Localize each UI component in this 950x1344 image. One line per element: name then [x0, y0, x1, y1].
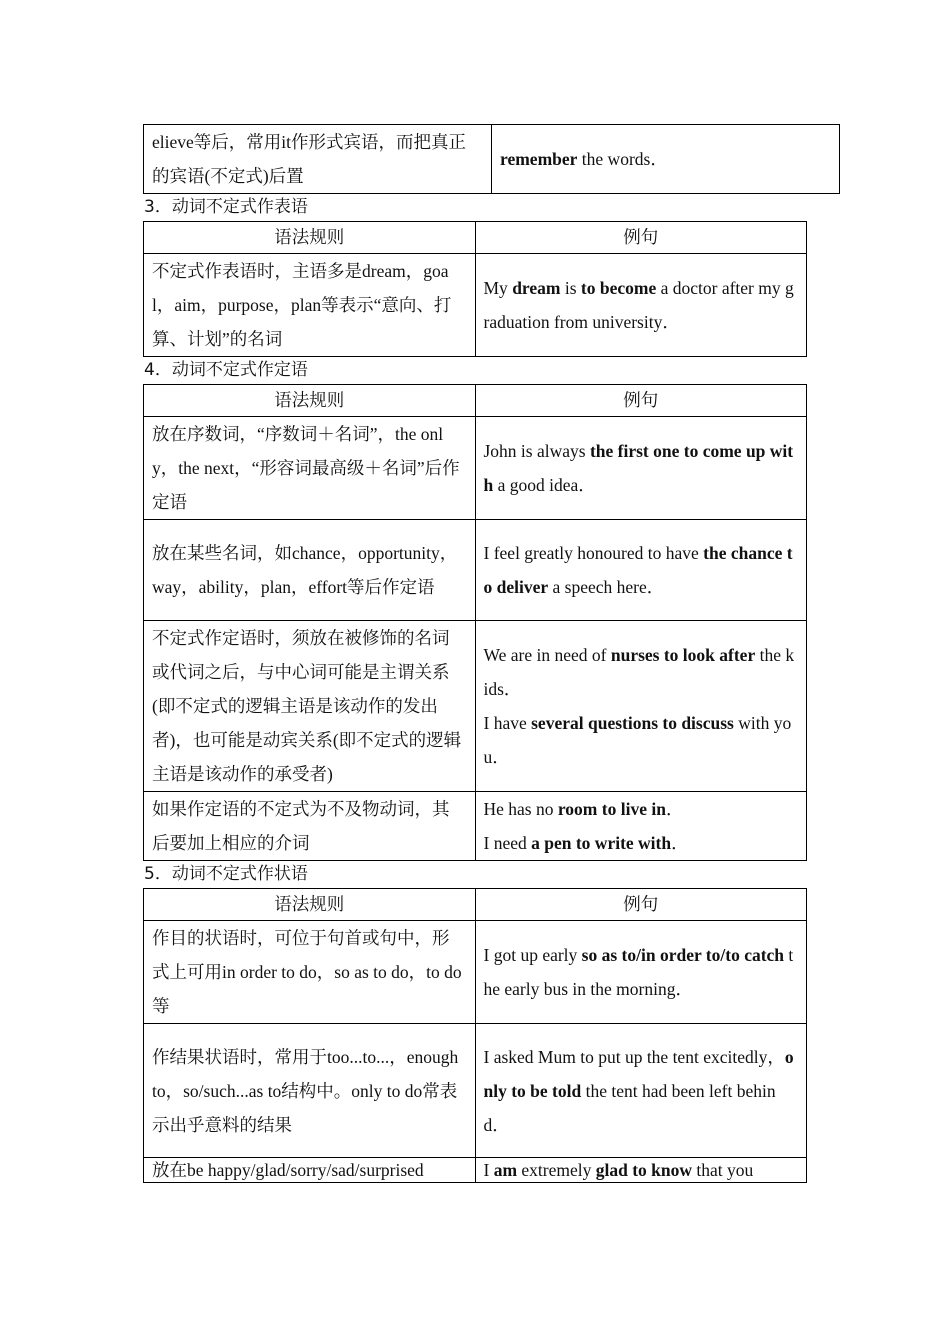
example-cell: [475, 921, 807, 1024]
example-cell: [475, 1024, 807, 1158]
column-header-example: 例句: [475, 385, 807, 417]
rule-cell: elieve等后，常用it作形式宾语，而把真正的宾语(不定式)后置: [144, 125, 492, 194]
text-segment: extremely: [517, 1160, 596, 1180]
section-heading: 3．动词不定式作表语: [144, 197, 308, 217]
table-row: [144, 254, 807, 357]
rule-cell: 不定式作表语时，主语多是dream，goal，aim，purpose，plan等表示“意向、打算、计划”的名词: [144, 254, 476, 357]
bold-phrase: several questions to discuss: [531, 713, 734, 733]
text-segment: the kids．: [483, 645, 795, 699]
table-row: [144, 125, 840, 194]
text-segment: ．: [671, 833, 689, 853]
bold-phrase: am: [493, 1160, 518, 1180]
example-sentence: [484, 706, 799, 774]
text-segment: I have: [483, 713, 532, 733]
example-sentence: [500, 142, 831, 176]
bold-phrase: nurses to look after: [610, 645, 756, 665]
grammar-table-continued: [143, 124, 840, 194]
example-sentence: [484, 434, 799, 502]
table-row: [144, 520, 807, 621]
table-header-row: [144, 222, 807, 254]
example-sentence: [484, 1158, 799, 1182]
bold-phrase: so as to/in order to/to catch: [581, 945, 785, 965]
table-header-row: [144, 385, 807, 417]
example-cell: [475, 417, 807, 520]
table-row: [144, 921, 807, 1024]
rule-cell: 放在序数词，“序数词＋名词”，the only，the next，“形容词最高级＋名词”后作定语: [144, 417, 476, 520]
example-sentence: [484, 271, 799, 339]
rule-cell: 作结果状语时，常用于too...to...，enough to，so/such...as to结构中。only to do常表示出乎意料的结果: [144, 1024, 476, 1158]
text-segment: We are in need of: [483, 645, 611, 665]
table-row: [144, 621, 807, 792]
table-row: [144, 1024, 807, 1158]
bold-phrase: remember: [500, 149, 578, 169]
text-segment: I feel greatly honoured to have: [483, 543, 704, 563]
example-sentence: [484, 826, 799, 860]
example-sentence: [484, 1040, 799, 1142]
text-segment: a speech here．: [548, 577, 665, 597]
text-segment: with you．: [483, 713, 792, 767]
text-segment: I: [483, 1160, 494, 1180]
bold-phrase: the first one to come up with: [483, 441, 794, 495]
example-cell: [475, 792, 807, 861]
rule-cell: 放在某些名词，如chance，opportunity，way，ability，plan，effort等后作定语: [144, 520, 476, 621]
column-header-rule: 语法规则: [144, 889, 476, 921]
example-cell: [475, 520, 807, 621]
text-segment: a doctor after my graduation from university．: [483, 278, 794, 332]
table-row: [144, 417, 807, 520]
section-heading: 4．动词不定式作定语: [144, 360, 308, 380]
text-segment: I need: [483, 833, 532, 853]
rule-cell: 作目的状语时，可位于句首或句中，形式上可用in order to do，so as to do，to do等: [144, 921, 476, 1024]
grammar-table: [143, 221, 807, 357]
bold-phrase: glad to know: [595, 1160, 693, 1180]
text-segment: ．: [665, 799, 684, 819]
rule-cell: 放在be happy/glad/sorry/sad/surprised: [144, 1158, 476, 1183]
example-cell: [475, 1158, 807, 1183]
table-row: [144, 792, 807, 861]
text-segment: the words．: [577, 149, 668, 169]
bold-phrase: dream: [512, 278, 561, 298]
section-heading: 5．动词不定式作状语: [144, 864, 308, 884]
column-header-example: 例句: [475, 222, 807, 254]
text-segment: I got up early: [483, 945, 582, 965]
text-segment: that you: [692, 1160, 754, 1180]
column-header-rule: 语法规则: [144, 222, 476, 254]
example-sentence: [484, 536, 799, 604]
document-page: [143, 124, 807, 1183]
bold-phrase: to become: [580, 278, 657, 298]
text-segment: is: [560, 278, 581, 298]
table-row: [144, 1158, 807, 1183]
text-segment: John is always: [483, 441, 590, 461]
example-cell: [475, 254, 807, 357]
example-sentence: [484, 792, 799, 826]
text-segment: My: [483, 278, 513, 298]
column-header-example: 例句: [475, 889, 807, 921]
text-segment: I asked Mum to put up the tent excitedly，: [483, 1046, 785, 1067]
bold-phrase: only to be told: [483, 1046, 794, 1101]
grammar-table: [143, 384, 807, 861]
column-header-rule: 语法规则: [144, 385, 476, 417]
text-segment: the early bus in the morning．: [483, 945, 794, 999]
text-segment: He has no: [483, 799, 558, 819]
bold-phrase: room to live in: [557, 799, 666, 819]
bold-phrase: a pen to write with: [531, 833, 672, 853]
example-cell: [492, 125, 840, 194]
rule-cell: 如果作定语的不定式为不及物动词，其后要加上相应的介词: [144, 792, 476, 861]
rule-cell: 不定式作定语时，须放在被修饰的名词或代词之后，与中心词可能是主谓关系(即不定式的逻辑主语是该动作的发出者)，也可能是动宾关系(即不定式的逻辑主语是该动作的承受者): [144, 621, 476, 792]
example-sentence: [484, 938, 799, 1006]
table-header-row: [144, 889, 807, 921]
text-segment: a good idea．: [493, 475, 596, 495]
bold-phrase: the chance to deliver: [483, 543, 793, 597]
grammar-table: [143, 888, 807, 1183]
example-sentence: [484, 638, 799, 706]
text-segment: the tent had been left behind．: [483, 1080, 776, 1135]
example-cell: [475, 621, 807, 792]
